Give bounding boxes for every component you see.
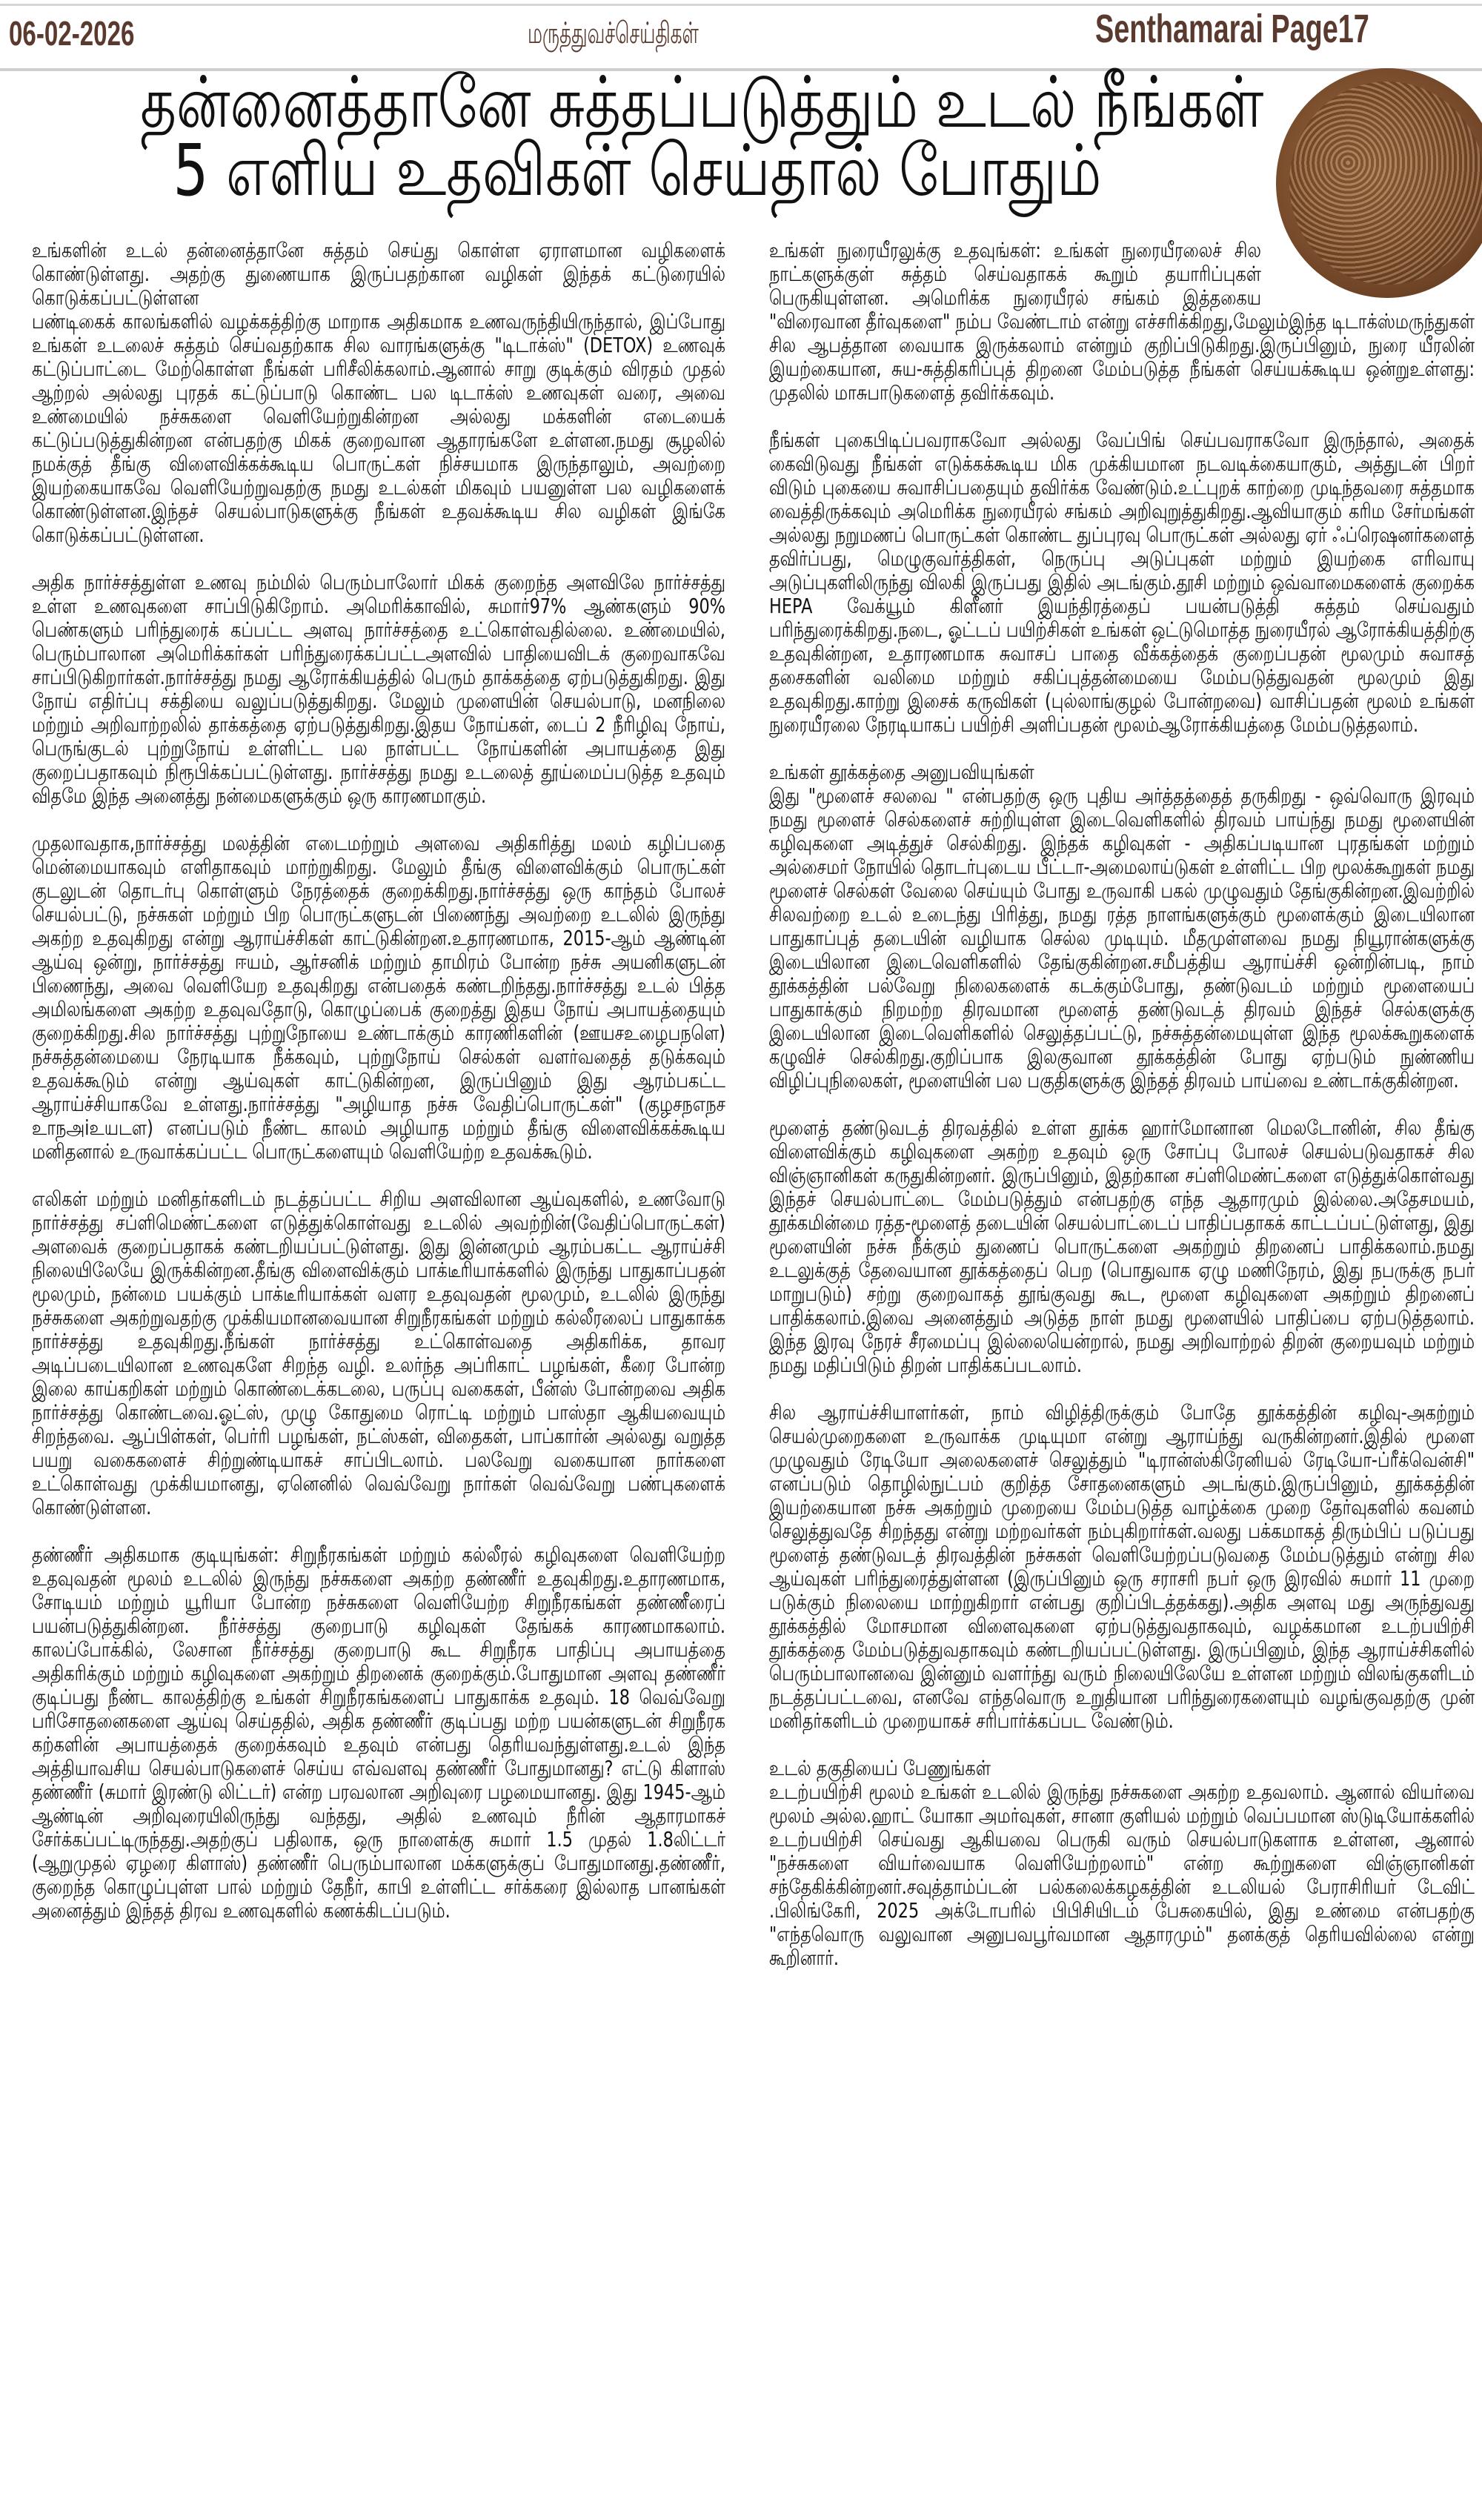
paragraph: உடற்பயிற்சி மூலம் உங்கள் உடலில் இருந்து நச்சுகளை அகற்ற உதவலாம். ஆனால் வியர்வை மூலம் அல்ல.ஹாட் யோகா அமர்வுகள், சானா குளியல் மற்றும் வெப்பமான ஸ்டுடியோக்களில் உடற்பயிற்சி செய்வது ஆகியவை பெருகி வரும் செயல்பாடுகளாக உள்ளன, ஆனால் "நச்சுகளை வியர்வையாக வெளியேற்றலாம்" என்ற கூற்றுகளை விஞ்ஞானிகள் சந்தேகிக்கின்றனர்.சவுத்தாம்ப்டன் பல்கலைக்கழகத்தின் உடலியல் பேராசிரியர் டேவிட் .பிலிங்கேரி, 2025 அக்டோபரில் பிபிசியிடம் பேசுகையில், இது உண்மை என்பதற்கு "எந்தவொரு வலுவான அனுபவபூர்வமான ஆதாரமும்" தனக்குத் தெரியவில்லை என்று கூறினார். [769, 1780, 1475, 1970]
paragraph: எலிகள் மற்றும் மனிதர்களிடம் நடத்தப்பட்ட சிறிய அளவிலான ஆய்வுகளில், உணவோடு நார்ச்சத்து சப்ளிமெண்ட்களை எடுத்துக்கொள்வது உடலில் அவற்றின்(வேதிப்பொருட்கள்) அளவைக் குறைப்பதாகக் கண்டறியப்பட்டுள்ளது. இது இன்னமும் ஆரம்பகட்ட ஆராய்ச்சி நிலையிலேயே இருக்கின்றன.தீங்கு விளைவிக்கும் பாக்டீரியாக்களில் இருந்து பாதுகாப்பதன் மூலமும், நன்மை பயக்கும் பாக்டீரியாக்கள் வளர உதவுவதன் மூலமும், உடலில் இருந்து நச்சுகளை அகற்றுவதற்கு முக்கியமானவையான சிறுநீரகங்கள் மற்றும் கல்லீரலைப் பாதுகாக்க நார்ச்சத்து உதவுகிறது.நீங்கள் நார்ச்சத்து உட்கொள்வதை அதிகரிக்க, தாவர அடிப்படையிலான உணவுகளே சிறந்த வழி. உலர்ந்த அப்ரிகாட் பழங்கள், கீரை போன்ற இலை காய்கறிகள் மற்றும் கொண்டைக்கடலை, பருப்பு வகைகள், பீன்ஸ் போன்றவை அதிக நார்ச்சத்து கொண்டவை.ஓட்ஸ், முழு கோதுமை ரொட்டி மற்றும் பாஸ்தா ஆகியவையும் சிறந்தவை. ஆப்பிள்கள், பெர்ரி பழங்கள், நட்ஸ்கள், விதைகள், பாப்கார்ன் அல்லது வறுத்த பயறு வகைகளைச் சிற்றுண்டியாகச் சாப்பிடலாம். பலவேறு வகையான நார்களை உட்கொள்வது முக்கியமானது, ஏனெனில் வெவ்வேறு நார்கள் வெவ்வேறு பண்புகளைக் கொண்டுள்ளன. [32, 1187, 725, 1519]
section-name: மருத்துவச்செய்திகள் [528, 17, 699, 50]
subheading-sleep: உங்கள் தூக்கத்தை அனுபவியுங்கள் [769, 760, 1034, 784]
headline-line-1: தன்னைத்தானே சுத்தப்படுத்தும் உடல் நீங்கள் [140, 61, 1264, 144]
headline [0, 61, 1275, 212]
paragraph: இது "மூளைச் சலவை " என்பதற்கு ஒரு புதிய அர்த்தத்தைத் தருகிறது - ஒவ்வொரு இரவும் நமது மூளைச் செல்களைச் சுற்றியுள்ள இடைவெளிகளில் திரவம் பாய்ந்து நமது மூளையின் கழிவுகளை அடித்துச் செல்கிறது. இந்தக் கழிவுகள் - அதிகப்படியான புரதங்கள் மற்றும் அல்சைமர் நோயில் தொடர்புடைய பீட்டா-அமைலாய்டுகள் உள்ளிட்ட பிற மூலக்கூறுகள் நமது மூளைச் செல்கள் வேலை செய்யும் போது உருவாகி பகல் முழுவதும் தேங்குகின்றன.இவற்றில் சிலவற்றை உடல் உடைந்து பிரித்து, நமது ரத்த நாளங்களுக்கும் மூளைக்கும் இடையிலான பாதுகாப்புத் தடையின் வழியாக செல்ல முடியும். மீதமுள்ளவை நமது நியூரான்களுக்கு இடையிலான இடைவெளிகளில் தேங்குகின்றன.சமீபத்திய ஆராய்ச்சி ஒன்றின்படி, நாம் தூக்கத்தின் பல்வேறு நிலைகளைக் கடக்கும்போது, தண்டுவடம் மற்றும் மூளையைப் பாதுகாக்கும் நிறமற்ற திரவமான மூளைத் தண்டுவடத் திரவம் இந்தச் செல்களுக்கு இடையிலான இடைவெளிகளில் செலுத்தப்பட்டு, நச்சுத்தன்மையுள்ள இந்த மூலக்கூறுகளைக் கழுவிச் செல்கிறது.குறிப்பாக இலகுவான தூக்கத்தின் போது ஏற்படும் நுண்ணிய விழிப்புநிலைகள், மூளையின் பல பகுதிகளுக்கு இந்தத் திரவம் பாய்வை உண்டாக்குகின்றன. [769, 783, 1475, 1092]
article-column-right [769, 239, 1475, 2514]
paragraph: உங்கள் நுரையீரலுக்கு உதவுங்கள்: உங்கள் நுரையீரலைச் சில நாட்களுக்குள் சுத்தம் செய்வதாகக் கூறும் தயாரிப்புகள் பெருகியுள்ளன. அமெரிக்க நுரையீரல் சங்கம் இத்தகைய "விரைவான தீர்வுகளை" நம்ப வேண்டாம் என்று எச்சரிக்கிறது,மேலும்இந்த டிடாக்ஸ்மருந்துகள் சில ஆபத்தான வையாக இருக்கலாம் என்றும் குறிப்பிடுகிறது.இருப்பினும், நுரை யீரலின் இயற்கையான, சுய-சுத்திகரிப்புத் திறனை மேம்படுத்த நீங்கள் செய்யக்கூடிய ஒன்றுஉள்ளது: முதலில் மாசுபாடுகளைத் தவிர்க்கவும். [769, 239, 1475, 405]
subheading-fitness: உடல் தகுதியைப் பேணுங்கள் [769, 1756, 991, 1780]
image-wrap-space [1261, 239, 1475, 310]
intro-paragraph: உங்களின் உடல் தன்னைத்தானே சுத்தம் செய்து கொள்ள ஏராளமான வழிகளைக் கொண்டுள்ளது. அதற்கு துணையாக இருப்பதற்கான வழிகள் இந்தக் கட்டுரையில் கொடுக்கப்பட்டுள்ளன [32, 239, 725, 310]
paragraph: சில ஆராய்ச்சியாளர்கள், நாம் விழித்திருக்கும் போதே தூக்கத்தின் கழிவு-அகற்றும் செயல்முறைகளை உருவாக்க முடியுமா என்று ஆராய்ந்து வருகின்றனர்.இதில் மூளை முழுவதும் ரேடியோ அலைகளைச் செலுத்தும் "டிரான்ஸ்கிரேனியல் ரேடியோ-ப்ரீக்வென்சி" எனப்படும் தொழில்நுட்பம் குறித்த சோதனைகளும் அடங்கும்.இருப்பினும், தூக்கத்தின் இயற்கையான நச்சு அகற்றும் முறையை மேம்படுத்த வாழ்க்கை முறை தேர்வுகளில் கவனம் செலுத்துவதே சிறந்தது என்று மற்றவர்கள் நம்புகிறார்கள்.வலது பக்கமாகத் திரும்பிப் படுப்பது மூளைத் தண்டுவடத் திரவத்தின் நச்சுகள் வெளியேற்றப்படுவதை மேம்படுத்தும் என்று சில ஆய்வுகள் பரிந்துரைத்துள்ளன (இருப்பினும் ஒரு சராசரி நபர் ஒரு இரவில் சுமார் 11 முறை படுக்கும் நிலையை மாற்றுகிறார் என்பது குறிப்பிடத்தக்கது).அதிக அளவு மது அருந்துவது தூக்கத்தில் மோசமான விளைவுகளை ஏற்படுத்துவதாகவும், வழக்கமான உடற்பயிற்சி தூக்கத்தை மேம்படுத்துவதாகவும் கண்டறியப்பட்டுள்ளது. இருப்பினும், இந்த ஆராய்ச்சிகளில் பெரும்பாலானவை இன்னும் வளர்ந்து வரும் நிலையிலேயே உள்ளன மற்றும் விலங்குகளிடம் நடத்தப்பட்டவை, எனவே எந்தவொரு உறுதியான பரிந்துரைகளையும் வழங்குவதற்கு முன் மனிதர்களிடம் முறையாகச் சரிபார்க்கப்பட வேண்டும். [769, 1400, 1475, 1733]
article-column-left [32, 239, 725, 2514]
paragraph: மூளைத் தண்டுவடத் திரவத்தில் உள்ள தூக்க ஹார்மோனான மெலடோனின், சில தீங்கு விளைவிக்கும் கழிவுகளை அகற்ற உதவும் ஒரு சோப்பு போலச் செயல்படுவதாகச் சில விஞ்ஞானிகள் கருதுகின்றனர். இருப்பினும், இதற்கான சப்ளிமெண்ட்களை எடுத்துக்கொள்வது இந்தச் செயல்பாட்டை மேம்படுத்தும் என்பதற்கு எந்த ஆதாரமும் இல்லை.அதேசமயம், தூக்கமின்மை ரத்த-மூளைத் தடையின் செயல்பாட்டைப் பாதிப்பதாகக் காட்டப்பட்டுள்ளது, இது மூளையின் நச்சு நீக்கும் துணைப் பொருட்களை அகற்றும் திறனைப் பாதிக்கலாம்.நமது உடலுக்குத் தேவையான தூக்கத்தைப் பெற (பொதுவாக ஏழு மணிநேரம், இது நபருக்கு நபர் மாறுபடும்) சற்று குறைவாகத் தூங்குவது கூட, மூளை கழிவுகளை அகற்றும் திறனைப் பாதிக்கலாம்.இவை அனைத்தும் அடுத்த நாள் நமது மூளையில் பாதிப்பை ஏற்படுத்தலாம். இந்த இரவு நேரச் சீரமைப்பு இல்லையென்றால், நமது அறிவாற்றல் திறன் குறையவும் மற்றும் நமது மதிப்பிடும் திறன் பாதிக்கப்படலாம். [769, 1115, 1475, 1377]
paragraph: அதிக நார்ச்சத்துள்ள உணவு நம்மில் பெரும்பாலோர் மிகக் குறைந்த அளவிலே நார்ச்சத்து உள்ள உணவுகளை சாப்பிடுகிறோம். அமெரிக்காவில், சுமார்97% ஆண்களும் 90% பெண்களும் பரிந்துரைக் கப்பட்ட அளவு நார்ச்சத்தை உட்கொள்வதில்லை. உண்மையில், பெரும்பாலான அமெரிக்கர்கள் பரிந்துரைக்கப்பட்டஅளவில் பாதியைவிடக் குறைவாகவே சாப்பிடுகிறார்கள்.நார்ச்சத்து நமது ஆரோக்கியத்தில் பெரும் தாக்கத்தை ஏற்படுத்துகிறது. இது நோய் எதிர்ப்பு சக்தியை வலுப்படுத்துகிறது. மேலும் முளையின் செயல்பாடு, மனநிலை மற்றும் அறிவாற்றலில் தாக்கத்தை ஏற்படுத்துகிறது.இதய நோய்கள், டைப் 2 நீரிழிவு நோய், பெருங்குடல் புற்றுநோய் உள்ளிட்ட பல நாள்பட்ட நோய்களின் அபாயத்தை இது குறைப்பதாகவும் நிரூபிக்கப்பட்டுள்ளது. நார்ச்சத்து நமது உடலைத் தூய்மைப்படுத்த உதவும் விதமே இந்த அனைத்து நன்மைகளுக்கும் ஒரு காரணமாகும். [32, 570, 725, 808]
paragraph: பண்டிகைக் காலங்களில் வழக்கத்திற்கு மாறாக அதிகமாக உணவருந்தியிருந்தால், இப்போது உங்கள் உடலைச் சுத்தம் செய்வதற்காக சில வாரங்களுக்கு "டிடாக்ஸ்" (DETOX) உணவுக் கட்டுப்பாட்டை மேற்கொள்ள நீங்கள் பரிசீலிக்கலாம்.ஆனால் சாறு குடிக்கும் விரதம் முதல் ஆற்றல் அல்லது புரதக் கட்டுப்பாடு கொண்ட பல டிடாக்ஸ் உணவுகள் வரை, அவை உண்மையில் நச்சுகளை வெளியேற்றுகின்றன அல்லது மக்களின் எடையைக் கட்டுப்படுத்துகின்றன என்பதற்கு மிகக் குறைவான ஆதாரங்களே உள்ளன.நமது சூழலில் நமக்குத் தீங்கு விளைவிக்கக்கூடிய பொருட்கள் நிச்சயமாக இருந்தாலும், அவற்றை இயற்கையாகவே வெளியேற்றுவதற்கு நமது உடல்கள் மிகவும் பயனுள்ள பல வழிகளைக் கொண்டுள்ளன.இந்தச் செயல்பாடுகளுக்கு நீங்கள் உதவக்கூடிய சில வழிகள் இங்கே கொடுக்கப்பட்டுள்ளன. [32, 309, 725, 547]
paragraph: முதலாவதாக,நார்ச்சத்து மலத்தின் எடைமற்றும் அளவை அதிகரித்து மலம் கழிப்பதை மென்மையாகவும் எளிதாகவும் மாற்றுகிறது. மேலும் தீங்கு விளைவிக்கும் பொருட்கள் குடலுடன் தொடர்பு கொள்ளும் நேரத்தைக் குறைக்கிறது.நார்ச்சத்து ஒரு காந்தம் போலச் செயல்பட்டு, நச்சுகள் மற்றும் பிற பொருட்களுடன் பிணைந்து அவற்றை உடலில் இருந்து அகற்ற உதவுகிறது என்று ஆராய்ச்சிகள் காட்டுகின்றன.உதாரணமாக, 2015-ஆம் ஆண்டின் ஆய்வு ஒன்று, நார்ச்சத்து ஈயம், ஆர்சனிக் மற்றும் தாமிரம் போன்ற நச்சு அயனிகளுடன் பிணைந்து, அவை வெளியேற உதவுகிறது என்பதைக் கண்டறிந்தது.நார்ச்சத்து உடல் பித்த அமிலங்களை அகற்ற உதவுவதோடு, கொழுப்பைக் குறைத்து இதய நோய் அபாயத்தையும் குறைக்கிறது.சில நார்ச்சத்து புற்றுநோயை உண்டாக்கும் காரணிகளின் (ஊயசஉழைபநளெ) நச்சுத்தன்மையை நேரடியாக நீக்கவும், புற்றுநோய் செல்கள் வளர்வதைத் தடுக்கவும் உதவக்கூடும் என்று ஆய்வுகள் காட்டுகின்றன, இருப்பினும் இது ஆரம்பகட்ட ஆராய்ச்சியாகவே உள்ளது.நார்ச்சத்து "அழியாத நச்சு வேதிப்பொருட்கள்" (குழசநஎநச உாநஅiஉயடள) எனப்படும் நீண்ட காலம் அழியாத மற்றும் தீங்கு விளைவிக்கக்கூடிய மனிதனால் உருவாக்கப்பட்ட பொருட்களையும் வெளியேற்ற உதவக்கூடும். [32, 831, 725, 1164]
headline-line-2: 5 எளிய உதவிகள் செய்தால் போதும் [173, 129, 1102, 212]
publication-page: Senthamarai Page17 [1095, 7, 1369, 51]
paragraph: நீங்கள் புகைபிடிப்பவராகவோ அல்லது வேப்பிங் செய்பவராகவோ இருந்தால், அதைக் கைவிடுவது நீங்கள் எடுக்கக்கூடிய மிக முக்கியமான நடவடிக்கையாகும், அத்துடன் பிறர் விடும் புகையை சுவாசிப்பதையும் தவிர்க்க வேண்டும்.உட்புறக் காற்றை முடிந்தவரை சுத்தமாக வைத்திருக்கவும் அமெரிக்க நுரையீரல் சங்கம் அறிவுறுத்துகிறது.ஆவியாகும் கரிம சேர்மங்கள் அல்லது நறுமணப் பொருட்கள் கொண்ட துப்புரவு பொருட்கள் அல்லது ஏர் ஃப்ரெஷனர்களைத் தவிர்ப்பது, மெழுகுவர்த்திகள், நெருப்பு அடுப்புகள் மற்றும் இயற்கை எரிவாயு அடுப்புகளிலிருந்து விலகி இருப்பது இதில் அடங்கும்.தூசி மற்றும் ஒவ்வாமைகளைக் குறைக்க HEPA வேக்யூம் கிளீனர் இயந்திரத்தைப் பயன்படுத்தி சுத்தம் செய்வதும் பரிந்துரைக்கிறது.நடை, ஓட்டப் பயிற்சிகள் உங்கள் ஒட்டுமொத்த நுரையீரல் ஆரோக்கியத்திற்கு உதவுகின்றன, உதாரணமாக சுவாசப் பாதை வீக்கத்தைக் குறைப்பதன் மூலமும் சுவாசத் தசைகளின் வலிமை மற்றும் சகிப்புத்தன்மையை மேம்படுத்துவதன் மூலமும் இது உதவுகிறது.காற்று இசைக் கருவிகள் (புல்லாங்குழல் போன்றவை) வாசிப்பதன் மூலம் உங்கள் நுரையீரலை நேரடியாகப் பயிற்சி அளிப்பதன் மூலம்ஆரோக்கியத்தை மேம்படுத்தலாம். [769, 428, 1475, 737]
issue-date: 06-02-2026 [9, 14, 135, 53]
paragraph: தண்ணீர் அதிகமாக குடியுங்கள்: சிறுநீரகங்கள் மற்றும் கல்லீரல் கழிவுகளை வெளியேற்ற உதவுவதன் மூலம் உடலில் இருந்து நச்சுகளை அகற்ற தண்ணீர் உதவுகிறது.உதாரணமாக, சோடியம் மற்றும் யூரியா போன்ற நச்சுகளை வெளியேற்ற சிறுநீரகங்கள் தண்ணீரைப் பயன்படுத்துகின்றன. நீர்ச்சத்து குறைபாடு கழிவுகள் தேங்கக் காரணமாகலாம். காலப்போக்கில், லேசான நீர்ச்சத்து குறைபாடு கூட சிறுநீரக பாதிப்பு அபாயத்தை அதிகரிக்கும் மற்றும் கழிவுகளை அகற்றும் திறனைக் குறைக்கும்.போதுமான அளவு தண்ணீர் குடிப்பது நீண்ட காலத்திற்கு உங்கள் சிறுநீரகங்களைப் பாதுகாக்க உதவும். 18 வெவ்வேறு பரிசோதனைகளை ஆய்வு செய்ததில், அதிக தண்ணீர் குடிப்பது மற்ற பயன்களுடன் சிறுநீரக கற்களின் அபாயத்தைக் குறைக்கவும் உதவும் என்பது தெரியவந்துள்ளது.உடல் இந்த அத்தியாவசிய செயல்பாடுகளைச் செய்ய எவ்வளவு தண்ணீர் போதுமானது? எட்டு கிளாஸ் தண்ணீர் (சுமார் இரண்டு லிட்டர்) என்ற பரவலான அறிவுரை பழமையானது. இது 1945-ஆம் ஆண்டின் அறிவுரையிலிருந்து வந்தது, அதில் உணவும் நீரின் ஆதாரமாகச் சேர்க்கப்பட்டிருந்தது.அதற்குப் பதிலாக, ஒரு நாளைக்கு சுமார் 1.5 முதல் 1.8லிட்டர் (ஆறுமுதல் ஏழரை கிளாஸ்) தண்ணீர் பெரும்பாலான மக்களுக்குப் போதுமானது.தண்ணீர், குறைந்த கொழுப்புள்ள பால் மற்றும் தேநீர், காபி உள்ளிட்ட சர்க்கரை இல்லாத பானங்கள் அனைத்தும் இந்தத் திரவ உணவுகளில் கணக்கிடப்படும். [32, 1542, 725, 1923]
